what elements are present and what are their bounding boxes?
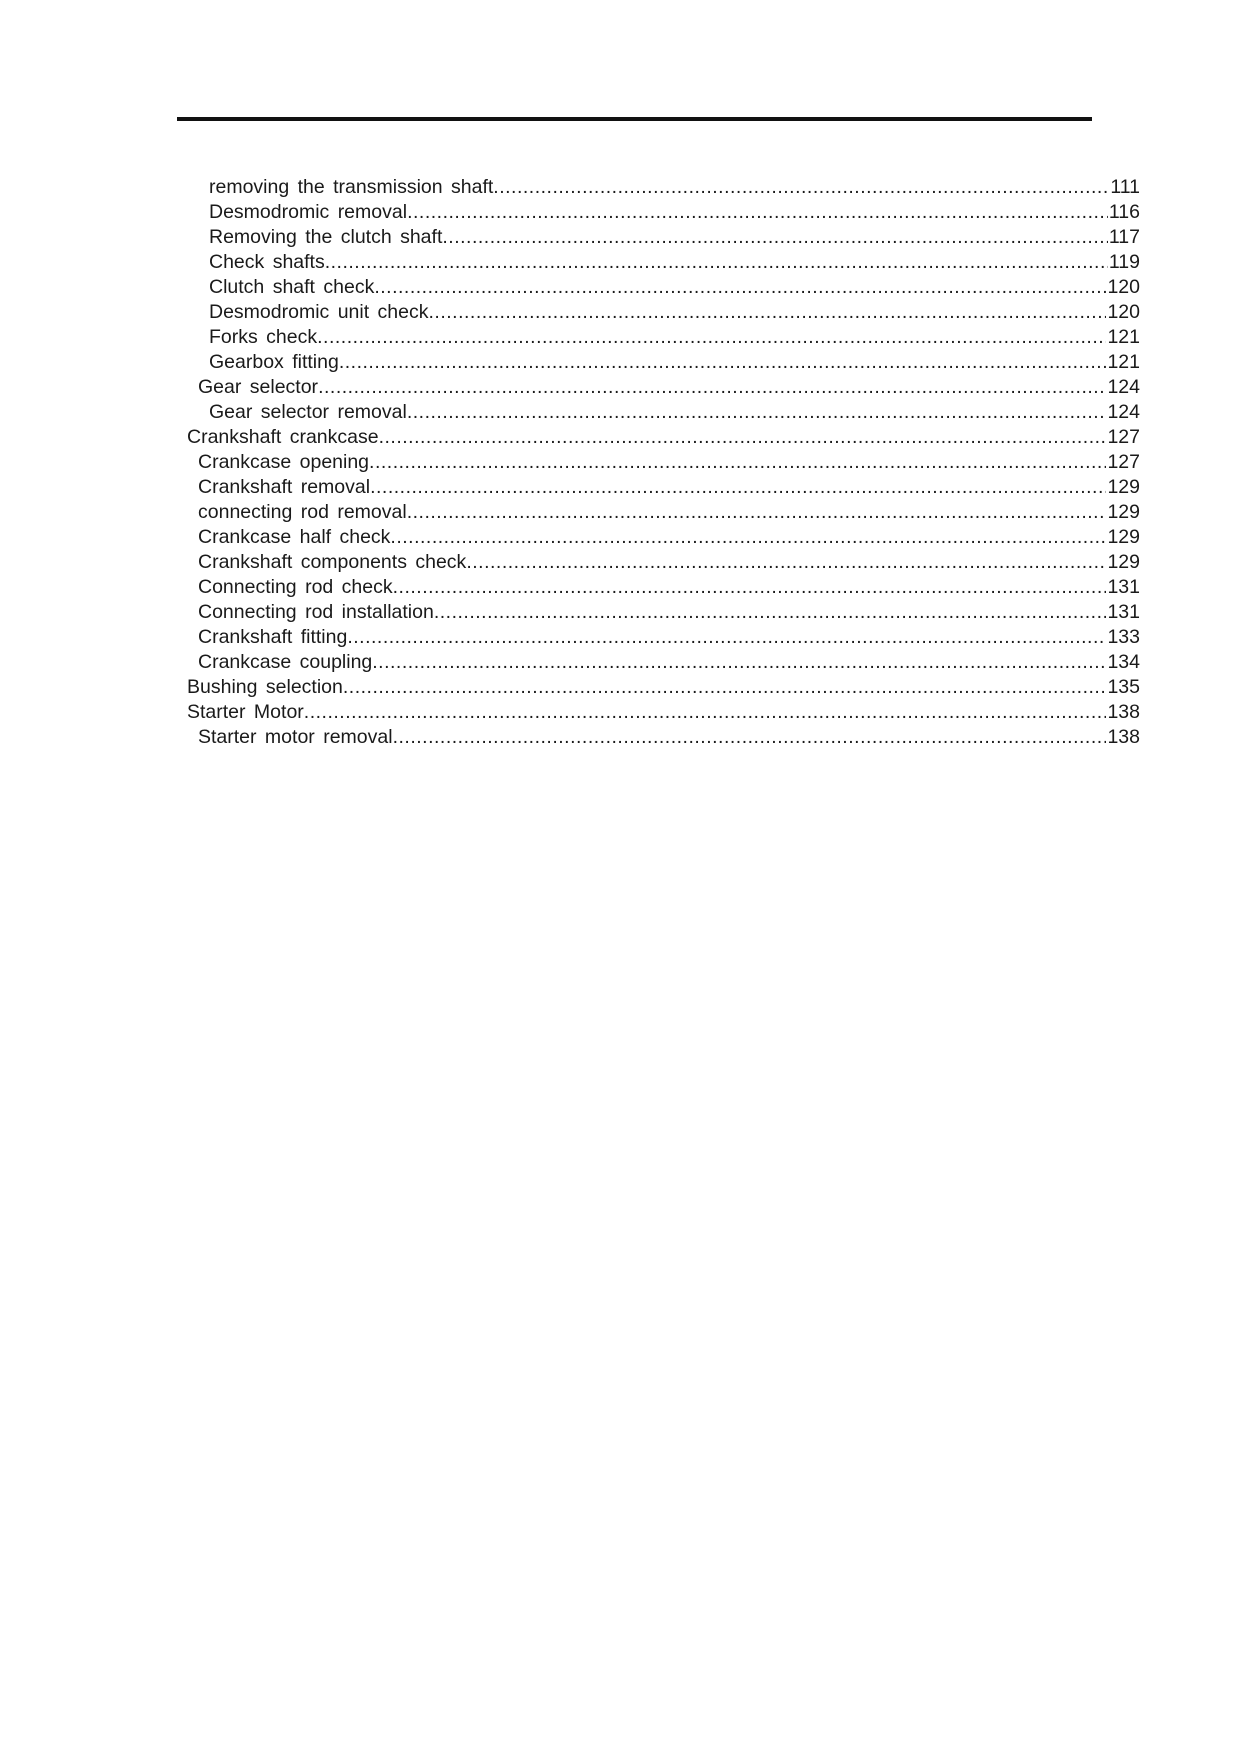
toc-entry-page: 111 xyxy=(1110,176,1140,198)
toc-entry-title: Desmodromic unit check xyxy=(209,301,429,323)
toc-entry[interactable] xyxy=(187,575,1140,600)
toc-dot-leader xyxy=(369,450,1106,475)
toc-dot-leader xyxy=(374,275,1106,300)
toc-dot-leader xyxy=(372,650,1106,675)
toc-entry-title: Connecting rod installation xyxy=(198,601,434,623)
toc-dot-leader xyxy=(407,500,1107,525)
toc-dot-leader xyxy=(343,675,1107,700)
toc-entry[interactable] xyxy=(187,675,1140,700)
toc-entry-title: Crankcase opening xyxy=(198,451,370,473)
toc-entry-page: 121 xyxy=(1107,351,1140,373)
toc-dot-leader xyxy=(407,200,1108,225)
toc-entry-title: Crankshaft components check xyxy=(198,551,467,573)
toc-dot-leader xyxy=(407,400,1107,425)
toc-entry-page: 116 xyxy=(1108,201,1140,223)
toc-dot-leader xyxy=(466,550,1106,575)
toc-entry[interactable] xyxy=(187,525,1140,550)
toc-dot-leader xyxy=(442,225,1108,250)
toc-entry-page: 120 xyxy=(1107,301,1140,323)
toc-dot-leader xyxy=(325,250,1108,275)
toc-dot-leader xyxy=(393,725,1107,750)
toc-entry-page: 129 xyxy=(1107,551,1140,573)
toc-entry-title: removing the transmission shaft xyxy=(209,176,494,198)
toc-entry[interactable] xyxy=(187,700,1140,725)
table-of-contents xyxy=(187,175,1140,750)
toc-entry[interactable] xyxy=(187,325,1140,350)
toc-entry-title: Crankshaft removal xyxy=(198,476,371,498)
toc-entry[interactable] xyxy=(187,375,1140,400)
toc-entry-page: 135 xyxy=(1107,676,1140,698)
toc-entry[interactable] xyxy=(187,725,1140,750)
toc-entry-page: 119 xyxy=(1108,251,1140,273)
toc-entry-page: 117 xyxy=(1108,226,1140,248)
toc-entry-title: connecting rod removal xyxy=(198,501,407,523)
toc-entry-title: Clutch shaft check xyxy=(209,276,375,298)
toc-entry[interactable] xyxy=(187,425,1140,450)
toc-entry[interactable] xyxy=(187,475,1140,500)
toc-dot-leader xyxy=(429,300,1107,325)
toc-entry-title: Connecting rod check xyxy=(198,576,393,598)
toc-entry-page: 138 xyxy=(1107,701,1140,723)
toc-entry-page: 127 xyxy=(1107,451,1140,473)
toc-dot-leader xyxy=(493,175,1109,200)
toc-entry-title: Starter Motor xyxy=(187,701,304,723)
toc-entry-title: Gear selector removal xyxy=(209,401,407,423)
toc-entry-title: Starter motor removal xyxy=(198,726,393,748)
toc-entry[interactable] xyxy=(187,300,1140,325)
toc-entry-page: 138 xyxy=(1107,726,1140,748)
toc-dot-leader xyxy=(390,525,1106,550)
toc-entry-title: Check shafts xyxy=(209,251,325,273)
toc-entry-title: Crankshaft crankcase xyxy=(187,426,379,448)
header-rule xyxy=(177,117,1092,121)
toc-entry-page: 129 xyxy=(1107,501,1140,523)
toc-entry-page: 121 xyxy=(1107,326,1140,348)
toc-entry-title: Crankcase coupling xyxy=(198,651,373,673)
toc-dot-leader xyxy=(370,475,1106,500)
toc-entry-page: 131 xyxy=(1107,601,1140,623)
toc-entry-title: Forks check xyxy=(209,326,318,348)
toc-entry-title: Crankcase half check xyxy=(198,526,391,548)
toc-dot-leader xyxy=(379,425,1107,450)
toc-entry-page: 134 xyxy=(1107,651,1140,673)
toc-entry[interactable] xyxy=(187,650,1140,675)
toc-entry-title: Removing the clutch shaft xyxy=(209,226,443,248)
toc-entry[interactable] xyxy=(187,625,1140,650)
toc-entry-page: 124 xyxy=(1107,376,1140,398)
toc-entry[interactable] xyxy=(187,600,1140,625)
toc-entry[interactable] xyxy=(187,450,1140,475)
toc-entry-page: 129 xyxy=(1107,476,1140,498)
toc-entry-title: Gearbox fitting xyxy=(209,351,339,373)
toc-dot-leader xyxy=(317,325,1106,350)
toc-dot-leader xyxy=(304,700,1107,725)
toc-dot-leader xyxy=(434,600,1107,625)
toc-dot-leader xyxy=(339,350,1107,375)
toc-entry-page: 120 xyxy=(1107,276,1140,298)
toc-entry[interactable] xyxy=(187,250,1140,275)
toc-entry-title: Desmodromic removal xyxy=(209,201,408,223)
toc-entry-title: Crankshaft fitting xyxy=(198,626,348,648)
toc-entry-page: 124 xyxy=(1107,401,1140,423)
toc-entry[interactable] xyxy=(187,200,1140,225)
toc-entry[interactable] xyxy=(187,225,1140,250)
toc-entry-page: 127 xyxy=(1107,426,1140,448)
toc-entry-page: 131 xyxy=(1107,576,1140,598)
toc-dot-leader xyxy=(393,575,1107,600)
toc-entry[interactable] xyxy=(187,400,1140,425)
toc-entry-page: 129 xyxy=(1107,526,1140,548)
toc-entry-title: Bushing selection xyxy=(187,676,343,698)
toc-dot-leader xyxy=(347,625,1106,650)
toc-entry-page: 133 xyxy=(1107,626,1140,648)
toc-entry-title: Gear selector xyxy=(198,376,319,398)
toc-dot-leader xyxy=(318,375,1106,400)
toc-entry[interactable] xyxy=(187,175,1140,200)
toc-entry[interactable] xyxy=(187,500,1140,525)
toc-entry[interactable] xyxy=(187,350,1140,375)
toc-entry[interactable] xyxy=(187,275,1140,300)
toc-entry[interactable] xyxy=(187,550,1140,575)
